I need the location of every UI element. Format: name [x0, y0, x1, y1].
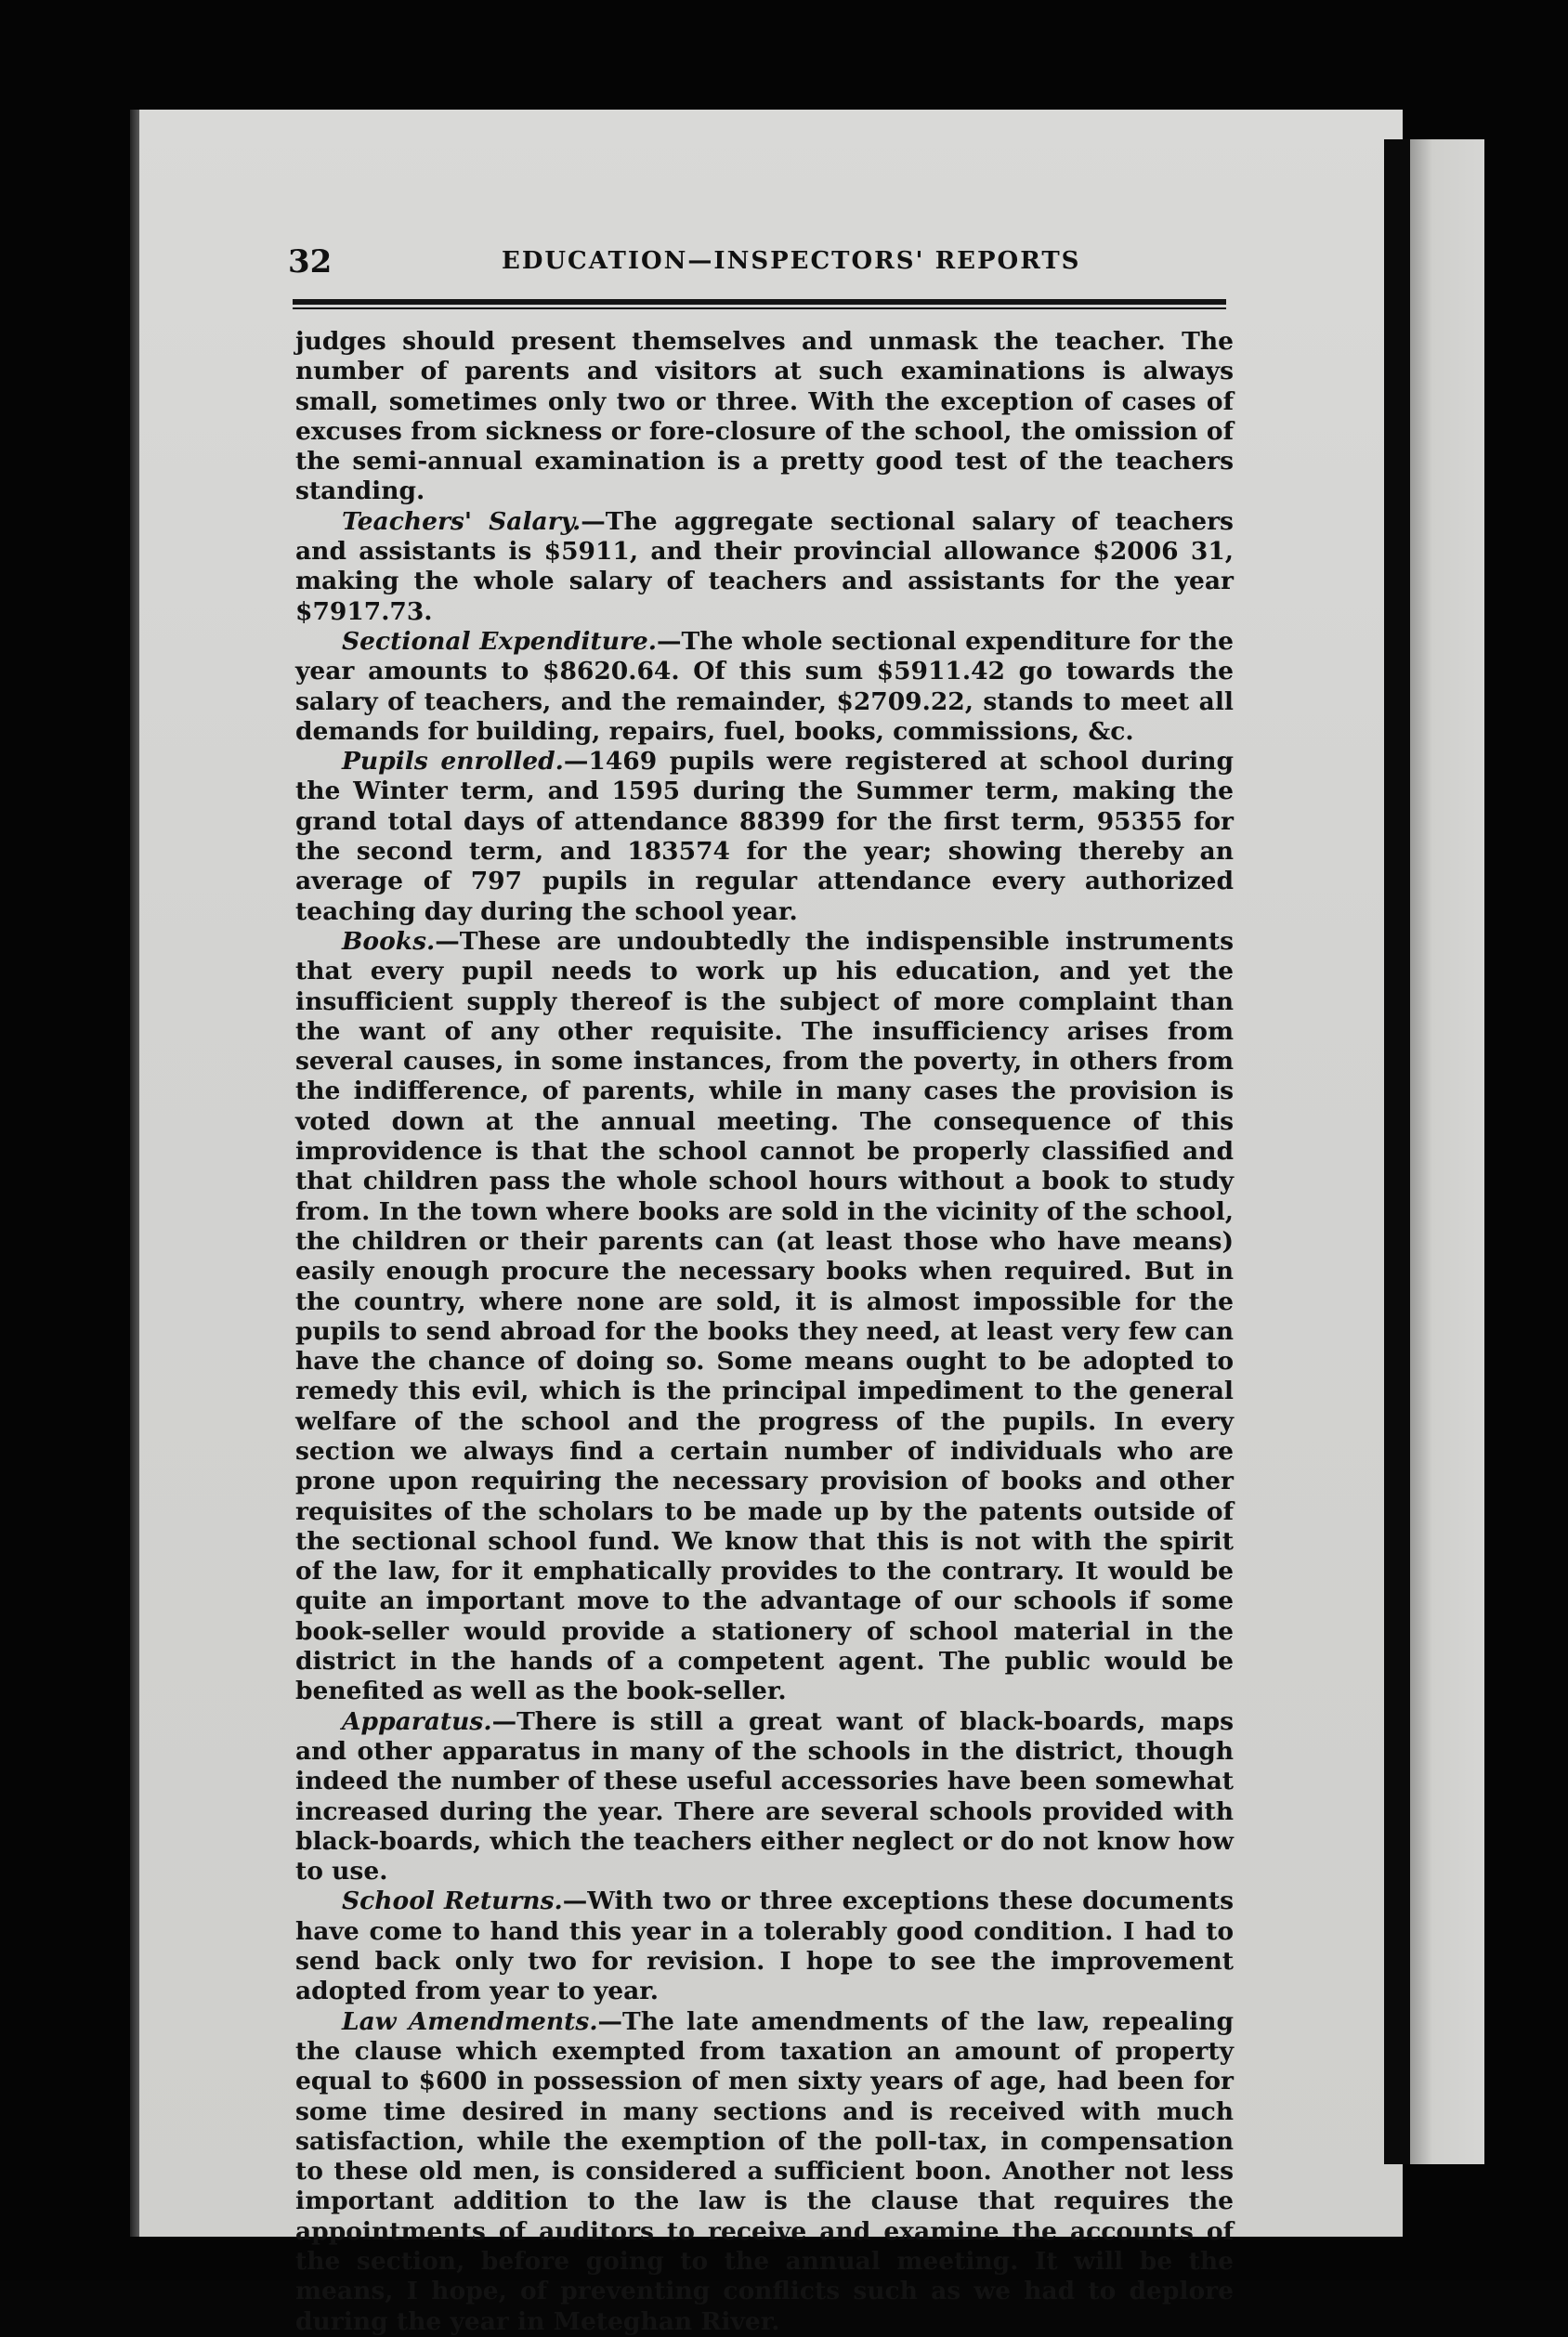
paragraph	[295, 507, 1234, 627]
paragraph	[295, 627, 1234, 747]
paragraph	[295, 1887, 1234, 2006]
paragraph-text: —The whole sectional expenditure for the year amounts to $8620.64. Of this sum $5911.42 go towards the salary of teachers, and the remainder, $2709.22, stands to meet all demands for building, repairs, fuel, books, commissions, &c.	[295, 626, 1234, 746]
section-heading: Apparatus.	[342, 1706, 492, 1736]
section-heading: Law Amendments.	[342, 2006, 598, 2036]
header-rule	[293, 299, 1226, 305]
section-heading: Pupils enrolled.	[342, 747, 564, 777]
paragraph-text: —The late amendments of the law, repealing the clause which exempted from taxation an amount of property equal to $600 in possession of men sixty years of age, had been for some time desired in many sections and is received with much satisfaction, while the exemption of the poll-tax, in compensation to these old men, is considered a sufficient boon. Another not less important addition to the law is the clause that requires the appointments of auditors to receive and examine the accounts of the section, before going to the annual meeting. It will be the means, I hope, of preventing conflicts such as we had to deplore during the year in Meteghan River.	[295, 2006, 1234, 2336]
paragraph-text: —The aggregate sectional salary of teachers and assistants is $5911, and their provincial allowance $2006 31, making the whole salary of teachers and assistants for the year $7917.73.	[295, 506, 1234, 626]
paragraph-text: —1469 pupils were registered at school during the Winter term, and 1595 during the Summer term, making the grand total days of attendance 88399 for the first term, 95355 for the second term, and 183574 for the year; showing thereby an average of 797 pupils in regular attendance every authorized teaching day during the school year.	[295, 747, 1235, 926]
paragraph-text: —With two or three exceptions these documents have come to hand this year in a tolerably good condition. I had to send back only two for revision. I hope to see the improvement adopted from year to year.	[295, 1887, 1234, 2006]
paragraph	[295, 327, 1234, 507]
section-heading: Books.	[342, 926, 436, 956]
book-gutter	[1384, 139, 1410, 2164]
paragraph	[295, 1707, 1234, 1887]
paragraph	[295, 747, 1234, 927]
section-heading: School Returns.	[342, 1887, 563, 1916]
paragraph	[295, 2007, 1234, 2337]
facing-page-edge	[1410, 139, 1484, 2164]
paragraph-text: judges should present themselves and unmask the teacher. The number of parents and visitors at such examinations is always small, sometimes only two or three. With the exception of cases of excuses from sickness or fore-closure of the school, the omission of the semi-annual examination is a pretty good test of the teachers standing.	[295, 327, 1234, 506]
paragraph	[295, 927, 1234, 1707]
running-title: EDUCATION—INSPECTORS' REPORTS	[502, 247, 1081, 275]
paragraph-text: —These are undoubtedly the indispensible instruments that every pupil needs to work up his education, and yet the insufficient supply thereof is the subject of more complaint than the want of any other requisite. The insufficiency arises from several causes, in some instances, from the poverty, in others from the indifference, of parents, while in many cases the provision is voted down at the annual meeting. The consequence of this improvidence is that the school cannot be properly classified and that children pass the whole school hours without a book to study from. In the town where books are sold in the vicinity of the school, the children or their parents can (at least those who have means) easily enough procure the necessary books when required. But in the country, where none are sold, it is almost impossible for the pupils to send abroad for the books they need, at least very few can have the chance of doing so. Some means ought to be adopted to remedy this evil, which is the principal impediment to the general welfare of the school and the progress of the pupils. In every section we always find a certain number of individuals who are prone upon requiring the necessary provision of books and other requisites of the scholars to be made up by the patents outside of the sectional school fund. We know that this is not with the spirit of the law, for it emphatically provides to the contrary. It would be quite an important move to the advantage of our schools if some book-seller would provide a stationery of school material in the district in the hands of a competent agent. The public would be benefited as well as the book-seller.	[295, 926, 1234, 1706]
page-header	[288, 243, 1235, 284]
paragraph-text: —There is still a great want of black-boards, maps and other apparatus in many of the schools in the district, though indeed the number of these useful accessories have been somewhat increased during the year. There are several schools provided with black-boards, which the teachers either neglect or do not know how to use.	[295, 1706, 1234, 1887]
section-heading: Sectional Expenditure.	[342, 626, 658, 656]
body-text	[295, 327, 1234, 2337]
header-rule-thin	[293, 307, 1226, 309]
section-heading: Teachers' Salary.	[342, 506, 581, 536]
page-number: 32	[288, 243, 333, 281]
